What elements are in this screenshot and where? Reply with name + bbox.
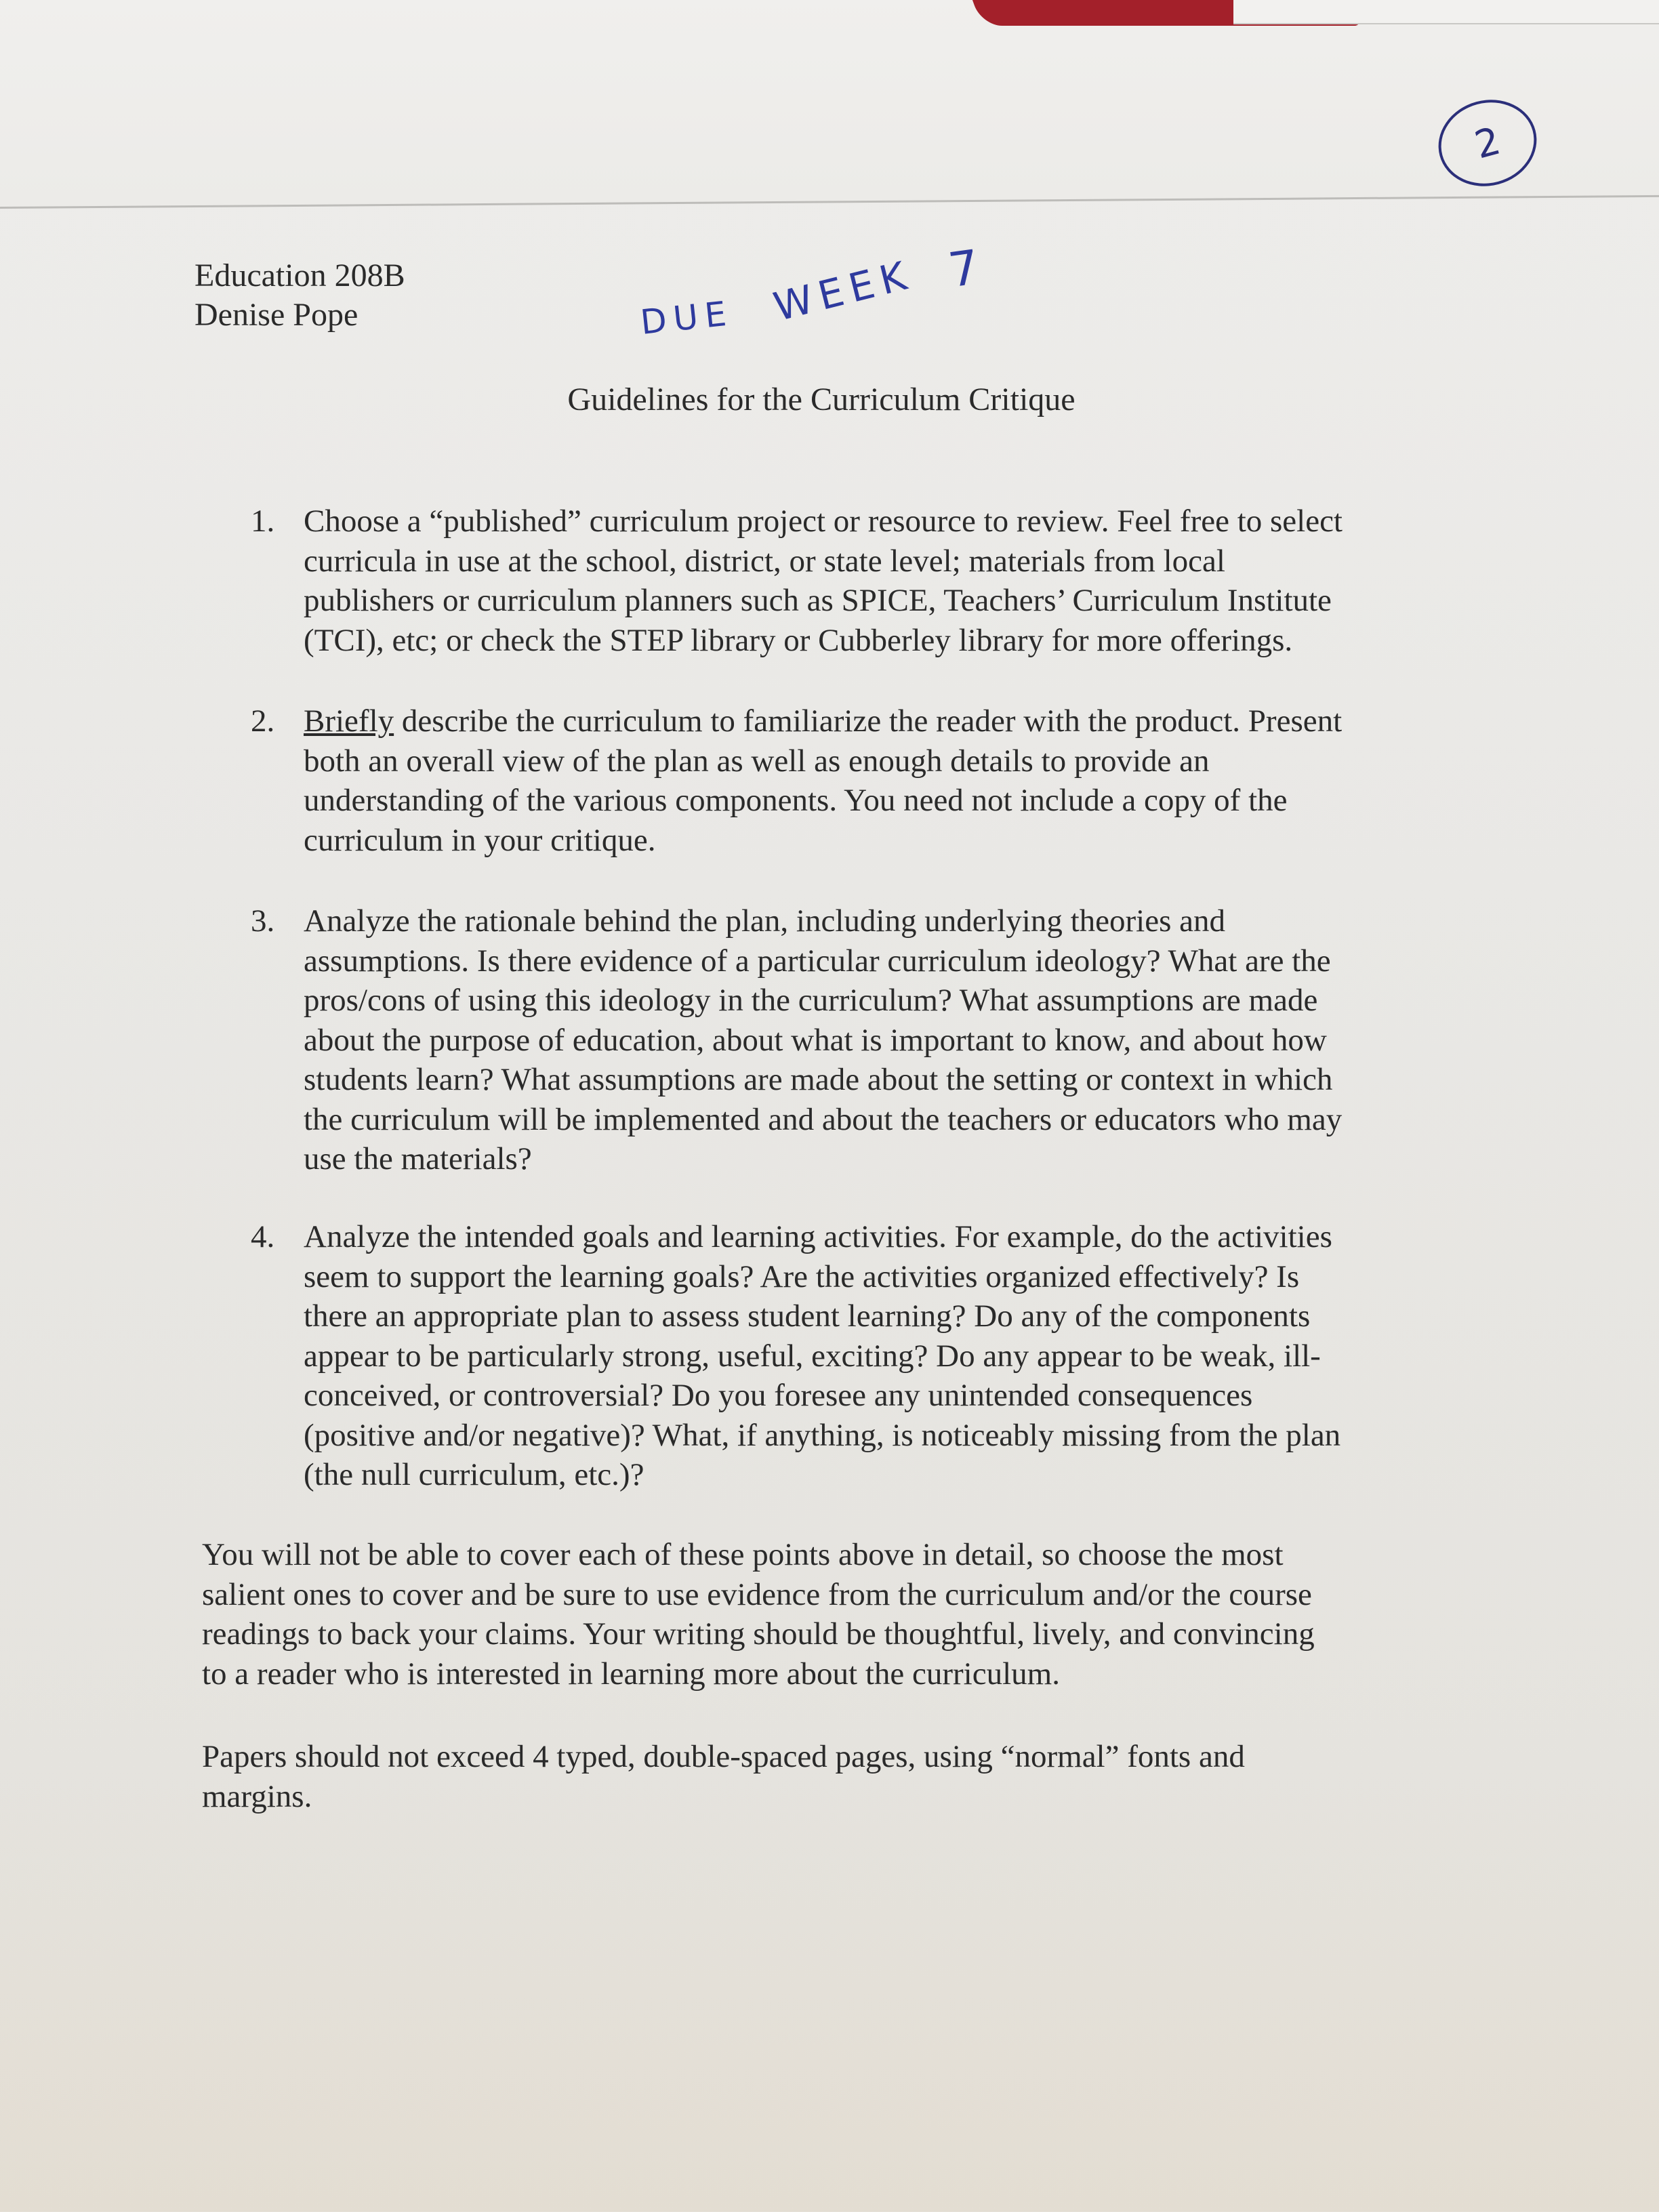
handwritten-week-number: 7 xyxy=(945,238,989,299)
item-line: students learn? What assumptions are made about the setting or context in which xyxy=(304,1062,1333,1097)
paragraph-line: salient ones to cover and be sure to use evidence from the curriculum and/or the course xyxy=(202,1576,1312,1612)
item-line: about the purpose of education, about what is important to know, and about how xyxy=(304,1022,1327,1058)
paragraph-line: to a reader who is interested in learning more about the curriculum. xyxy=(202,1656,1060,1692)
item-number: 1. xyxy=(251,504,275,539)
item-line: there an appropriate plan to assess student learning? Do any of the components xyxy=(304,1298,1311,1334)
item-line-rest: describe the curriculum to familiarize the reader with the product. Present xyxy=(394,703,1343,739)
handwritten-week: WEEK xyxy=(769,251,918,331)
item-line: publishers or curriculum planners such as SPICE, Teachers’ Curriculum Institute xyxy=(304,583,1332,618)
item-line: curriculum in your critique. xyxy=(304,822,656,858)
item-line: (TCI), etc; or check the STEP library or Cubberley library for more offerings. xyxy=(304,622,1293,658)
paper-stack-edge xyxy=(1233,0,1659,24)
item-line xyxy=(304,701,1342,741)
item-line: understanding of the various components. You need not include a copy of the xyxy=(304,783,1288,818)
item-line: conceived, or controversial? Do you foresee any unintended consequences xyxy=(304,1378,1253,1413)
document-title: Guidelines for the Curriculum Critique xyxy=(567,382,1076,417)
item-line: use the materials? xyxy=(304,1141,532,1176)
document-header xyxy=(194,256,405,335)
item-line: (positive and/or negative)? What, if anything, is noticeably missing from the plan xyxy=(304,1417,1341,1453)
item-line: appear to be particularly strong, useful, exciting? Do any appear to be weak, ill- xyxy=(304,1338,1321,1374)
top-sheet-edge xyxy=(0,0,1659,209)
item-line: assumptions. Is there evidence of a particular curriculum ideology? What are the xyxy=(304,943,1331,979)
underlined-word: Briefly xyxy=(304,703,394,739)
paragraph-line: You will not be able to cover each of these points above in detail, so choose the most xyxy=(202,1537,1284,1572)
paragraph-line: Papers should not exceed 4 typed, double-spaced pages, using “normal” fonts and xyxy=(202,1739,1245,1774)
handwritten-due: DUE xyxy=(638,293,735,342)
item-line: the curriculum will be implemented and about the teachers or educators who may xyxy=(304,1101,1343,1137)
item-number: 2. xyxy=(251,703,275,739)
length-requirement-paragraph xyxy=(202,1737,1245,1816)
item-line: Analyze the intended goals and learning activities. For example, do the activities xyxy=(304,1219,1332,1254)
item-line: both an overall view of the plan as well as enough details to provide an xyxy=(304,743,1210,779)
item-line: pros/cons of using this ideology in the curriculum? What assumptions are made xyxy=(304,983,1318,1018)
item-line: Choose a “published” curriculum project or resource to review. Feel free to select xyxy=(304,504,1343,539)
item-line: curricula in use at the school, district, or state level; materials from local xyxy=(304,543,1225,579)
item-line: seem to support the learning goals? Are the activities organized effectively? Is xyxy=(304,1258,1300,1294)
paragraph-line: readings to back your claims. Your writing should be thoughtful, lively, and convincing xyxy=(202,1616,1315,1652)
course-name: Education 208B xyxy=(194,258,405,293)
item-line: Analyze the rationale behind the plan, including underlying theories and xyxy=(304,903,1225,939)
paragraph-line: margins. xyxy=(202,1778,312,1814)
closing-paragraph xyxy=(202,1535,1315,1694)
page-number: 2 xyxy=(1470,118,1505,168)
item-number: 3. xyxy=(251,903,275,939)
item-number: 4. xyxy=(251,1219,275,1254)
item-line: (the null curriculum, etc.)? xyxy=(304,1457,644,1492)
instructor-name: Denise Pope xyxy=(194,297,359,333)
